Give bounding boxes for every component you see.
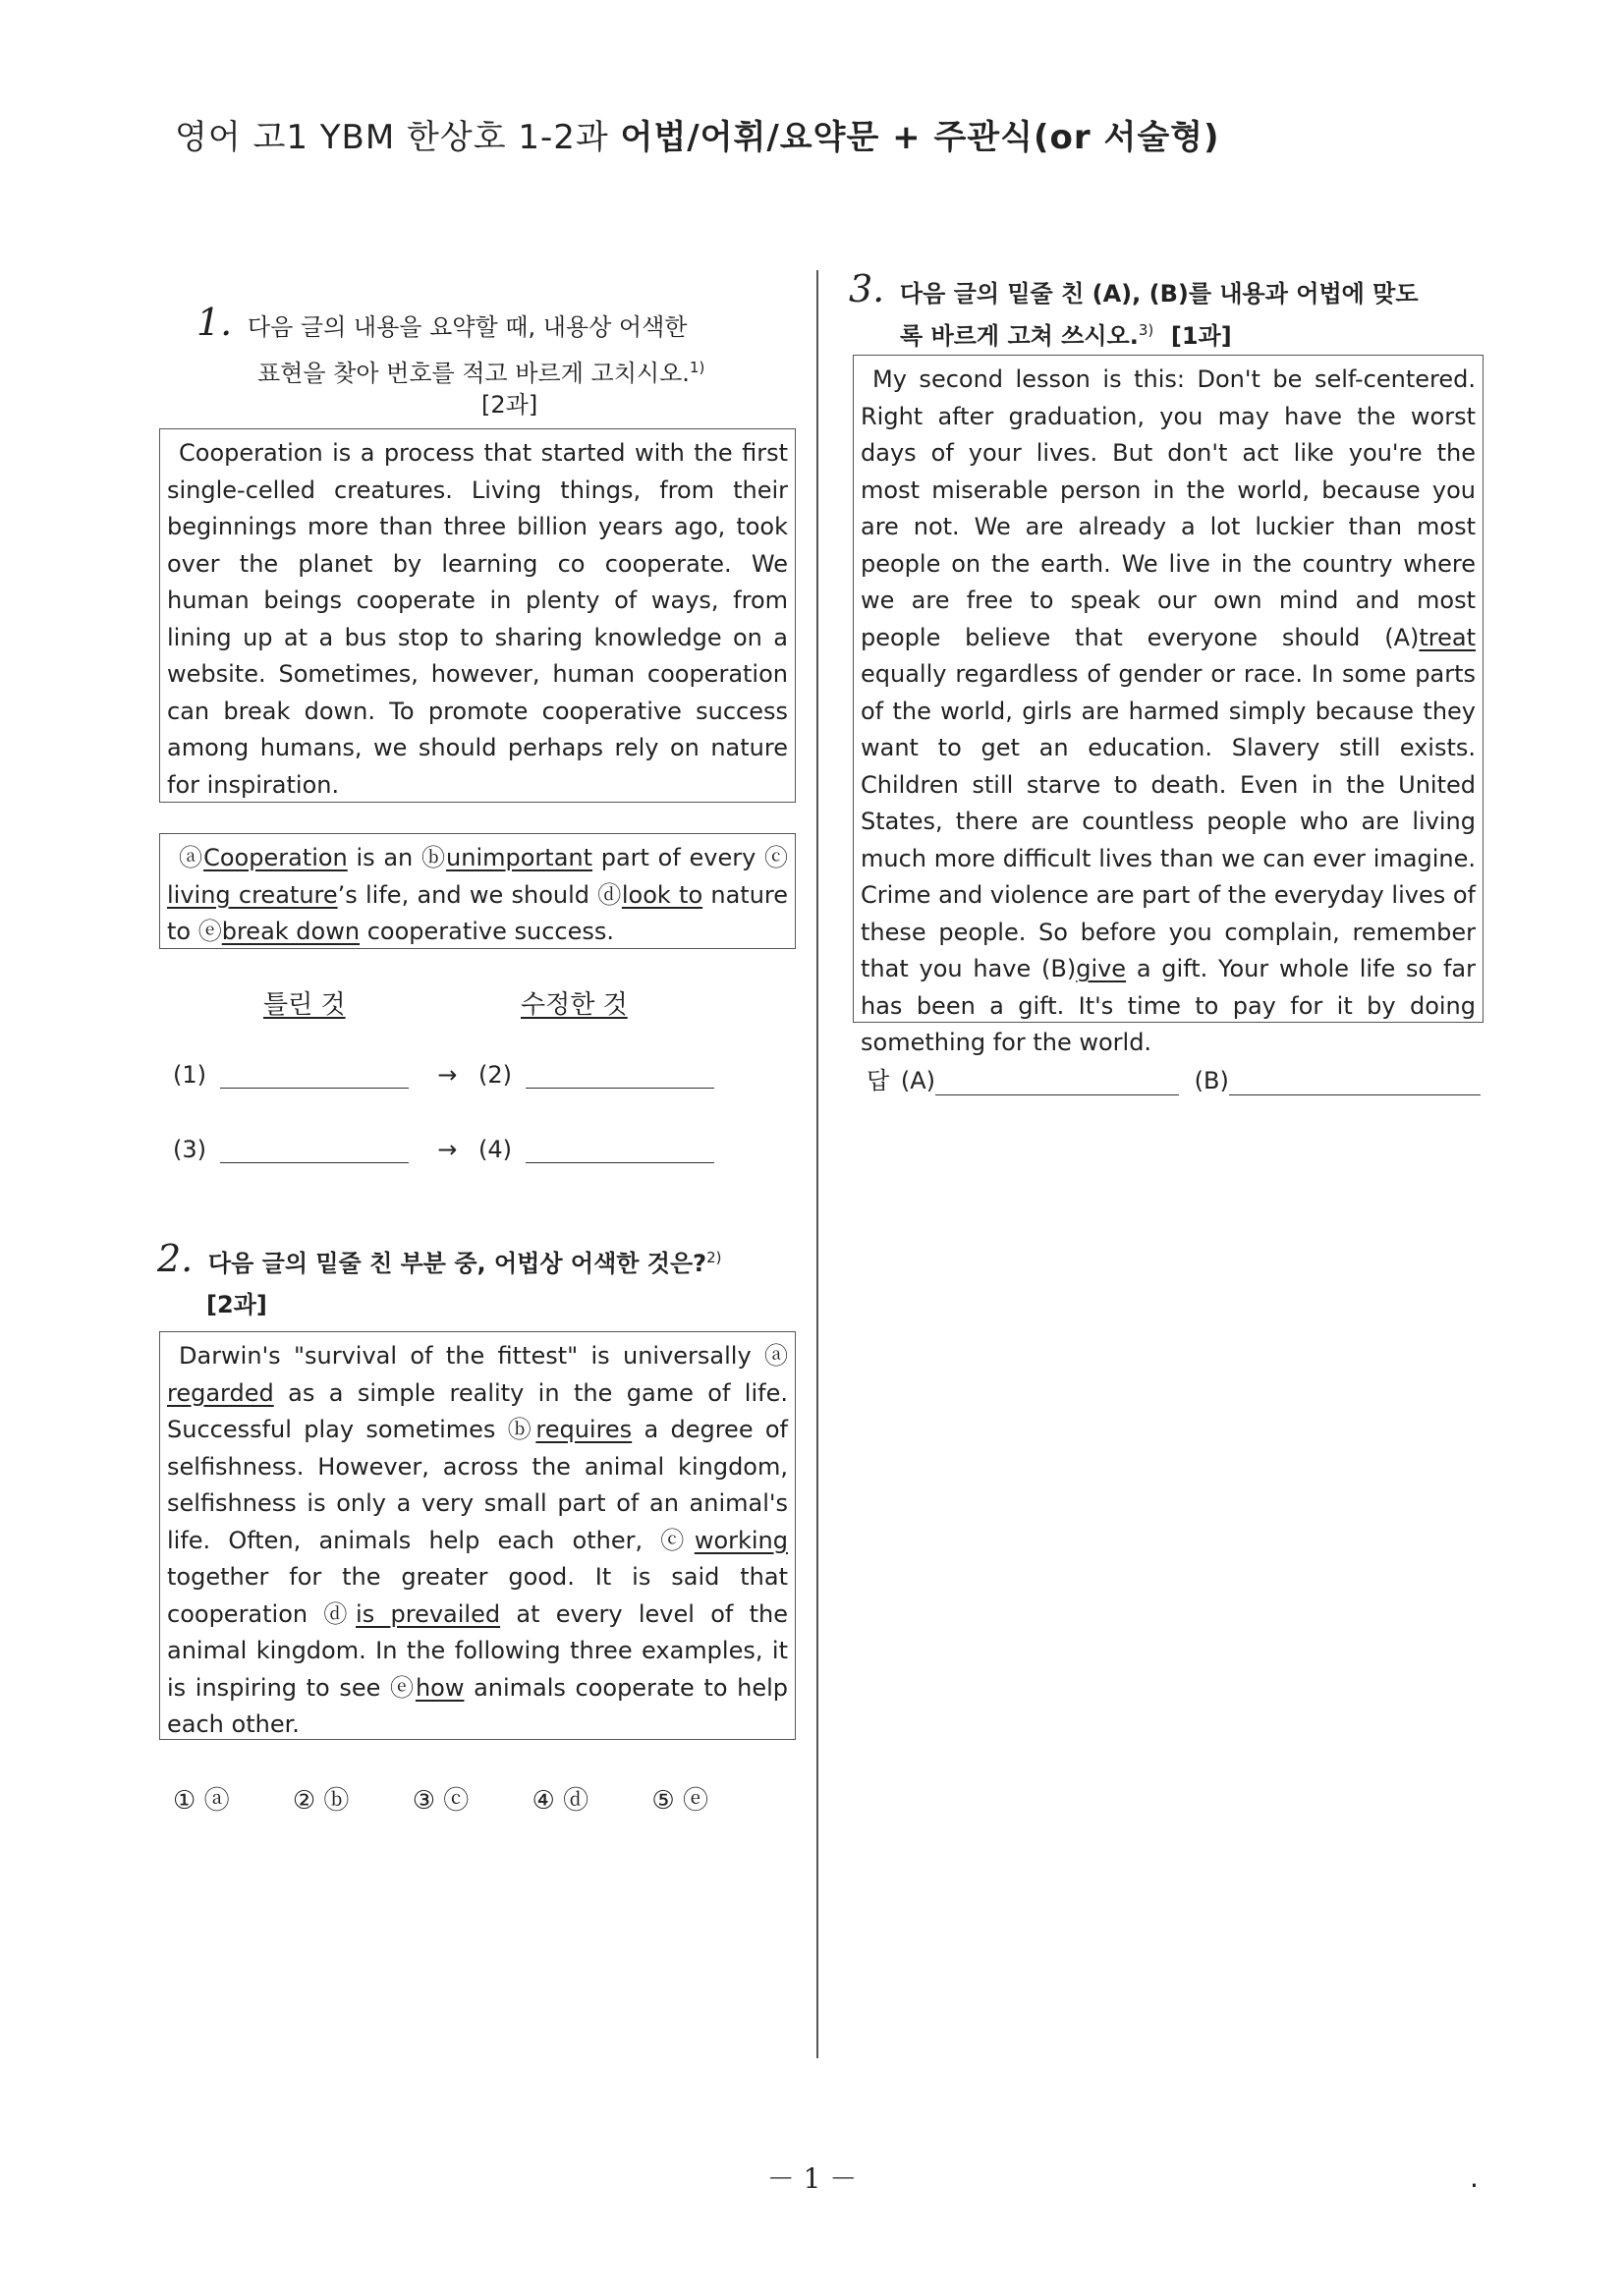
summary-text-2: part of every — [592, 844, 765, 871]
q2-footnote: 2) — [706, 1249, 722, 1266]
arrow-icon: → — [437, 1136, 458, 1163]
summary-word-a: Cooperation — [203, 844, 348, 871]
blank-label-4: (4) — [478, 1136, 513, 1163]
q1-tag: [2과] — [481, 391, 538, 419]
q1-passage: Cooperation is a process that started with the first single-celled creatures. Living things, from their beginnings more than three billion years ago, took over the planet by learning co cooperate. We human beings cooperate in plenty of ways, from lining up at a bus stop to sharing knowledge on a website. Sometimes, however, human cooperation can break down. To promote cooperative success among humans, we should perhaps rely on nature for inspiration. — [167, 439, 788, 799]
mark-a: ⓐ — [764, 1342, 788, 1370]
q3-heading — [849, 267, 1419, 311]
mark-b: ⓑ — [420, 844, 447, 871]
q1-instruction-line1: 다음 글의 내용을 요약할 때, 내용상 어색한 — [247, 313, 688, 341]
page-title-bold: 어법/어휘/요약문 + 주관식(or 서술형) — [620, 118, 1220, 157]
q3-number: 3. — [849, 267, 885, 310]
q2-word-b: requires — [535, 1416, 633, 1443]
mark-d: ⓓ — [597, 880, 622, 909]
q3-text-3: a gift. Your whole life so far has been a gift. It's time to pay for it by doing something for the world. — [861, 955, 1477, 1056]
arrow-icon: → — [437, 1061, 458, 1089]
q3-passage — [861, 362, 1476, 1062]
blank-label-3: (3) — [173, 1136, 206, 1163]
q1-number: 1. — [196, 301, 233, 344]
q3-answer-row — [867, 1061, 1481, 1095]
q2-word-a: regarded — [167, 1378, 274, 1407]
summary-text-5: cooperative success. — [360, 918, 615, 945]
q2-number: 2. — [157, 1237, 194, 1280]
answer-b-field[interactable] — [1229, 1073, 1481, 1095]
q1-summary-box — [159, 833, 796, 949]
q3-text-1: My second lesson is this: Don't be self-centered. Right after graduation, you may have the worst days of your lives. But don't act like you're the most miserable person in the world, because you are not. We are already a lot luckier than most people on the earth. We live in the country where we are free to speak our own mind and most people believe that everyone should — [861, 365, 1476, 651]
q2-text-6: animals cooperate to help each other. — [167, 1673, 788, 1738]
q1-summary — [167, 840, 788, 951]
correct-label-text: 수정한 것 — [521, 990, 628, 1020]
column-divider — [816, 270, 818, 2058]
choice-2[interactable]: ② ⓑ — [292, 1786, 350, 1816]
q2-passage-box — [159, 1331, 796, 1740]
q3-footnote: 3) — [1138, 321, 1154, 339]
q1-instruction-line2: 표현을 찾아 번호를 적고 바르게 고치시오. — [257, 360, 690, 387]
q1-answer-row-1 — [173, 1061, 714, 1089]
blank-label-2: (2) — [478, 1061, 513, 1089]
mark-a: ⓐ — [179, 844, 204, 871]
answer-b-label: (B) — [1194, 1067, 1229, 1094]
mark-e: ⓔ — [197, 918, 222, 945]
mark-a: (A) — [1384, 623, 1420, 651]
q2-word-e: how — [415, 1673, 465, 1702]
q2-text-1: Darwin's "survival of the fittest" is universally — [179, 1342, 764, 1370]
q2-text-2: as a simple reality in the game of life. Successful play sometimes — [167, 1378, 788, 1443]
summary-word-d: look to — [621, 880, 703, 909]
mark-c: ⓒ — [660, 1526, 695, 1554]
q3-passage-box — [853, 355, 1484, 1056]
blank-1-field[interactable] — [220, 1066, 409, 1089]
mark-b: ⓑ — [507, 1416, 536, 1443]
footer-dot: . — [1470, 2161, 1479, 2194]
answer-a-field[interactable] — [935, 1073, 1179, 1095]
blank-label-1: (1) — [173, 1061, 206, 1089]
q3-text-2: equally regardless of gender or race. In some parts of the world, girls are harmed simply because they want to get an education. Slavery still exists. Children still starve to death. Even in the United States, there are countless people who are living much more difficult lives than we can ever imagine. Crime and violence are part of the everyday lives of these people. So before you complain, remember that you have — [861, 660, 1476, 982]
blank-3-field[interactable] — [220, 1141, 409, 1163]
q2-text-5: at every level of the animal kingdom. In the following three examples, it is inspiring to see — [167, 1599, 789, 1702]
answer-label: 답 — [867, 1067, 890, 1094]
q1-answer-row-2 — [173, 1136, 714, 1163]
summary-word-e: break down — [221, 918, 361, 945]
blank-2-field[interactable] — [526, 1066, 714, 1089]
page-title-plain: 영어 고1 YBM 한상호 1-2과 — [175, 118, 621, 157]
blank-4-field[interactable] — [526, 1141, 714, 1163]
choice-5[interactable]: ⑤ ⓔ — [651, 1786, 708, 1816]
mark-d: ⓓ — [323, 1599, 357, 1628]
choice-4[interactable]: ④ ⓓ — [532, 1786, 589, 1816]
q3-instruction-line2: 록 바르게 고쳐 쓰시오. — [900, 322, 1139, 350]
choice-3[interactable]: ③ ⓒ — [412, 1786, 470, 1816]
q3-tag: [1과] — [1170, 322, 1232, 350]
mark-e: ⓔ — [389, 1673, 416, 1702]
mark-c: ⓒ — [764, 844, 789, 871]
q2-instruction: 다음 글의 밑줄 친 부분 중, 어법상 어색한 것은? — [207, 1250, 707, 1277]
q2-heading — [157, 1237, 722, 1281]
summary-text-3: ’s life, and we should — [337, 880, 598, 909]
q2-tag: [2과] — [206, 1291, 267, 1318]
mark-b: (B) — [1041, 955, 1077, 982]
q3-instruction-line1: 다음 글의 밑줄 친 (A), (B)를 내용과 어법에 맞도 — [899, 280, 1419, 308]
q1-heading — [196, 301, 786, 345]
q2-word-c: working — [694, 1526, 789, 1554]
summary-text-1: is an — [347, 844, 421, 871]
page-title — [175, 110, 1220, 158]
page-number: － 1 － — [766, 2162, 858, 2195]
q2-passage — [167, 1338, 788, 1744]
q2-text-4: together for the greater good. It is said that cooperation — [167, 1563, 788, 1628]
wrong-label-text: 틀린 것 — [263, 990, 346, 1020]
summary-text-4: nature to — [167, 880, 789, 945]
q1-correct-label — [521, 984, 628, 1021]
q2-text-3: a degree of selfishness. However, across the animal kingdom, selfishness is only a very small part of an animal's life. Often, animals help each other, — [167, 1416, 789, 1554]
summary-word-b: unimportant — [446, 844, 593, 871]
q3-heading-line2 — [900, 312, 1232, 354]
answer-a-label: (A) — [900, 1067, 935, 1094]
q1-heading-line2 — [257, 350, 704, 391]
q1-footnote: 1) — [689, 359, 705, 376]
q2-word-d: is prevailed — [356, 1599, 501, 1628]
q3-word-a: treat — [1419, 623, 1476, 651]
q3-word-b: give — [1076, 955, 1127, 982]
summary-word-c: living creature — [167, 880, 338, 909]
q1-wrong-label — [263, 984, 346, 1021]
q1-passage-box — [159, 428, 796, 803]
q2-choices — [173, 1780, 763, 1817]
choice-1[interactable]: ① ⓐ — [173, 1786, 230, 1816]
